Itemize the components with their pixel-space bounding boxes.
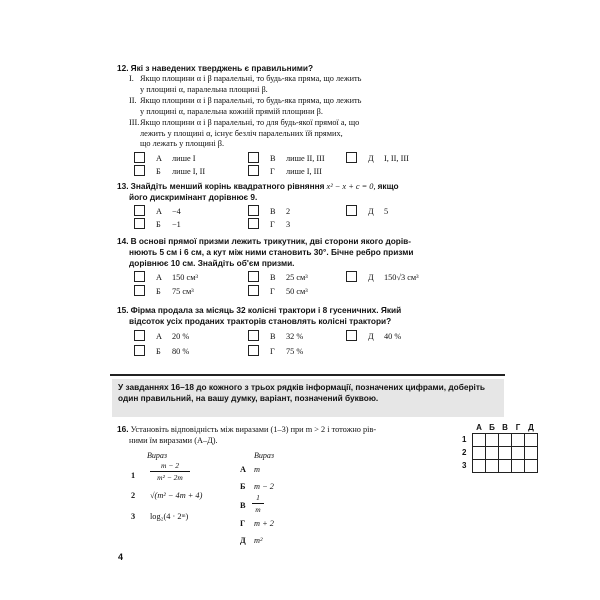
option-value: −4	[172, 207, 181, 216]
equation: x² − x + c = 0,	[326, 182, 376, 191]
grid-cell[interactable]	[499, 434, 512, 447]
fraction-numerator: 1	[256, 493, 260, 502]
option-value: лише I, II	[172, 167, 206, 176]
question-number: 12.	[117, 63, 129, 73]
question-text: якщо	[377, 181, 399, 191]
grid-row	[473, 460, 538, 473]
instruction-band	[112, 379, 504, 417]
question-number: 16.	[117, 424, 129, 434]
answer-checkbox[interactable]	[248, 330, 259, 341]
answer-checkbox[interactable]	[248, 205, 259, 216]
statement-2	[129, 96, 495, 117]
question-12-prompt	[117, 63, 497, 74]
option-value: лише I, III	[286, 167, 322, 176]
option-letter: Г	[270, 347, 275, 356]
answer-checkbox[interactable]	[134, 330, 145, 341]
option-letter: Д	[368, 273, 374, 282]
section-divider	[110, 374, 505, 376]
grid-cell[interactable]	[473, 447, 486, 460]
question-text: ними їм виразами (А–Д).	[129, 436, 218, 445]
expression-value: m²	[254, 536, 263, 545]
statement-line: Якщо площини α і β паралельні, то для будь-якої прямої a, що	[140, 118, 360, 127]
option-value: лише I	[172, 154, 196, 163]
grid-row-label: 2	[462, 448, 467, 457]
answer-checkbox[interactable]	[134, 165, 145, 176]
option-value: 75 см³	[172, 287, 194, 296]
option-value: 50 см³	[286, 287, 308, 296]
option-letter: Д	[368, 207, 374, 216]
question-text: Фірма продала за місяць 32 колісні трактори і 8 гусеничних. Який	[130, 305, 402, 315]
grid-cell[interactable]	[512, 434, 525, 447]
question-14-prompt	[117, 236, 497, 269]
option-value: 40 %	[384, 332, 402, 341]
statement-line: Якщо площини α і β паралельні, то будь-яка пряма, що лежить	[140, 96, 362, 105]
expression-fraction	[150, 461, 190, 482]
expression-number: 3	[131, 512, 136, 521]
fraction-numerator: m − 2	[161, 461, 179, 470]
question-number: 15.	[117, 305, 129, 315]
answer-checkbox[interactable]	[134, 345, 145, 356]
expression-value: m	[254, 465, 260, 474]
option-letter: А	[156, 207, 162, 216]
option-value: 150 см³	[172, 273, 198, 282]
option-value: I, II, III	[384, 154, 409, 163]
question-text: його дискримінант дорівнює 9.	[129, 192, 258, 202]
option-letter: Б	[156, 220, 161, 229]
answer-checkbox[interactable]	[248, 165, 259, 176]
option-letter: Д	[368, 332, 374, 341]
answer-grid	[472, 433, 538, 473]
grid-row	[473, 434, 538, 447]
grid-column-header: Д	[528, 423, 534, 432]
question-text: дорівнює 10 см. Знайдіть об'єм призми.	[129, 258, 295, 268]
right-column-header: Вираз	[254, 451, 275, 460]
option-letter: Г	[270, 287, 275, 296]
answer-checkbox[interactable]	[248, 345, 259, 356]
option-value: −1	[172, 220, 181, 229]
option-value: 2	[286, 207, 291, 216]
option-letter: Д	[368, 154, 374, 163]
answer-checkbox[interactable]	[134, 205, 145, 216]
question-16-prompt	[117, 424, 457, 446]
question-text: В основі прямої призми лежить трикутник, дві сторони якого дорів-	[130, 236, 412, 246]
question-text: Установіть відповідність між виразами (1–3) при m > 2 і тотожно рів-	[130, 425, 377, 434]
option-letter: А	[156, 332, 162, 341]
option-letter: В	[270, 154, 276, 163]
option-value: 3	[286, 220, 291, 229]
option-value: 150√3 см³	[384, 273, 419, 282]
option-letter: А	[156, 273, 162, 282]
grid-column-header: В	[502, 423, 508, 432]
answer-checkbox[interactable]	[346, 205, 357, 216]
question-number: 14.	[117, 236, 129, 246]
option-letter: В	[240, 501, 246, 510]
expression-value: m − 2	[254, 482, 274, 491]
statement-line: лежить у площині α, існує безліч паралельних їй прямих,	[140, 128, 343, 138]
option-letter: Б	[156, 347, 161, 356]
option-letter: В	[270, 207, 276, 216]
grid-row-label: 1	[462, 435, 467, 444]
statement-number: III.	[129, 118, 140, 127]
fraction-denominator: m	[255, 505, 261, 514]
answer-checkbox[interactable]	[134, 271, 145, 282]
grid-cell[interactable]	[512, 460, 525, 473]
page-number: 4	[118, 552, 124, 562]
option-letter: Д	[240, 536, 246, 545]
grid-row	[473, 447, 538, 460]
grid-cell[interactable]	[486, 434, 499, 447]
answer-checkbox[interactable]	[134, 218, 145, 229]
answer-checkbox[interactable]	[346, 271, 357, 282]
grid-column-header: А	[476, 423, 482, 432]
option-letter: Б	[156, 287, 161, 296]
option-value: лише II, III	[286, 154, 325, 163]
answer-checkbox[interactable]	[248, 152, 259, 163]
question-text: відсоток усіх проданих тракторів становлять колісні трактори?	[129, 316, 392, 326]
grid-cell[interactable]	[473, 434, 486, 447]
statement-line: Якщо площини α і β паралельні, то будь-яка пряма, що лежить	[140, 74, 362, 83]
grid-cell[interactable]	[525, 434, 538, 447]
fraction-bar	[252, 503, 264, 504]
grid-cell[interactable]	[512, 447, 525, 460]
option-value: 32 %	[286, 332, 304, 341]
option-value: 20 %	[172, 332, 190, 341]
grid-cell[interactable]	[486, 447, 499, 460]
option-letter: Б	[156, 167, 161, 176]
expression-number: 2	[131, 491, 136, 500]
grid-cell[interactable]	[499, 447, 512, 460]
fraction-denominator: m² − 2m	[157, 473, 183, 482]
statement-3	[129, 118, 495, 150]
answer-checkbox[interactable]	[346, 152, 357, 163]
grid-column-header: Б	[489, 423, 495, 432]
statement-line: у площині α, паралельна площині β.	[140, 84, 268, 94]
expression-value: log₂(4 · 2ᵐ)	[150, 512, 189, 521]
grid-column-header: Г	[515, 423, 521, 432]
statement-1	[129, 74, 495, 95]
instruction-text: У завданнях 16–18 до кожного з трьох рядків інформації, позначених цифрами, доберіть один правильний, на вашу думку, варіант, позначений буквою.	[118, 382, 485, 403]
option-value: 25 см³	[286, 273, 308, 282]
question-13-prompt	[117, 181, 497, 203]
option-letter: А	[156, 154, 162, 163]
expression-fraction	[252, 493, 264, 514]
grid-cell[interactable]	[525, 460, 538, 473]
fraction-bar	[150, 471, 190, 472]
expression-number: 1	[131, 471, 136, 480]
answer-checkbox[interactable]	[248, 218, 259, 229]
option-letter: Б	[240, 482, 246, 491]
statement-number: II.	[129, 96, 137, 105]
answer-checkbox[interactable]	[134, 152, 145, 163]
answer-checkbox[interactable]	[134, 285, 145, 296]
grid-cell[interactable]	[499, 460, 512, 473]
question-number: 13.	[117, 181, 129, 191]
option-letter: В	[270, 332, 276, 341]
option-letter: Г	[240, 519, 246, 528]
answer-checkbox[interactable]	[346, 330, 357, 341]
option-letter: Г	[270, 220, 275, 229]
option-letter: Г	[270, 167, 275, 176]
question-15-prompt	[117, 305, 497, 327]
grid-cell[interactable]	[486, 460, 499, 473]
answer-checkbox[interactable]	[248, 271, 259, 282]
question-text: Які з наведених тверджень є правильними?	[130, 63, 314, 73]
statement-line: у площині α, паралельна кожній прямій площини β.	[140, 106, 323, 116]
expression-value: √(m² − 4m + 4)	[150, 491, 203, 500]
expression-value: m + 2	[254, 519, 274, 528]
option-value: 80 %	[172, 347, 190, 356]
grid-cell[interactable]	[525, 447, 538, 460]
question-text: нюють 5 см і 6 см, а кут між ними становить 30°. Бічне ребро призми	[129, 247, 414, 257]
option-letter: А	[240, 465, 246, 474]
grid-cell[interactable]	[473, 460, 486, 473]
left-column-header: Вираз	[147, 451, 168, 460]
question-text: Знайдіть менший корінь квадратного рівняння	[130, 181, 325, 191]
grid-row-label: 3	[462, 461, 467, 470]
option-value: 5	[384, 207, 389, 216]
answer-checkbox[interactable]	[248, 285, 259, 296]
option-value: 75 %	[286, 347, 304, 356]
option-letter: В	[270, 273, 276, 282]
statement-number: I.	[129, 74, 134, 83]
statement-line: що лежать у площині β.	[140, 139, 225, 148]
